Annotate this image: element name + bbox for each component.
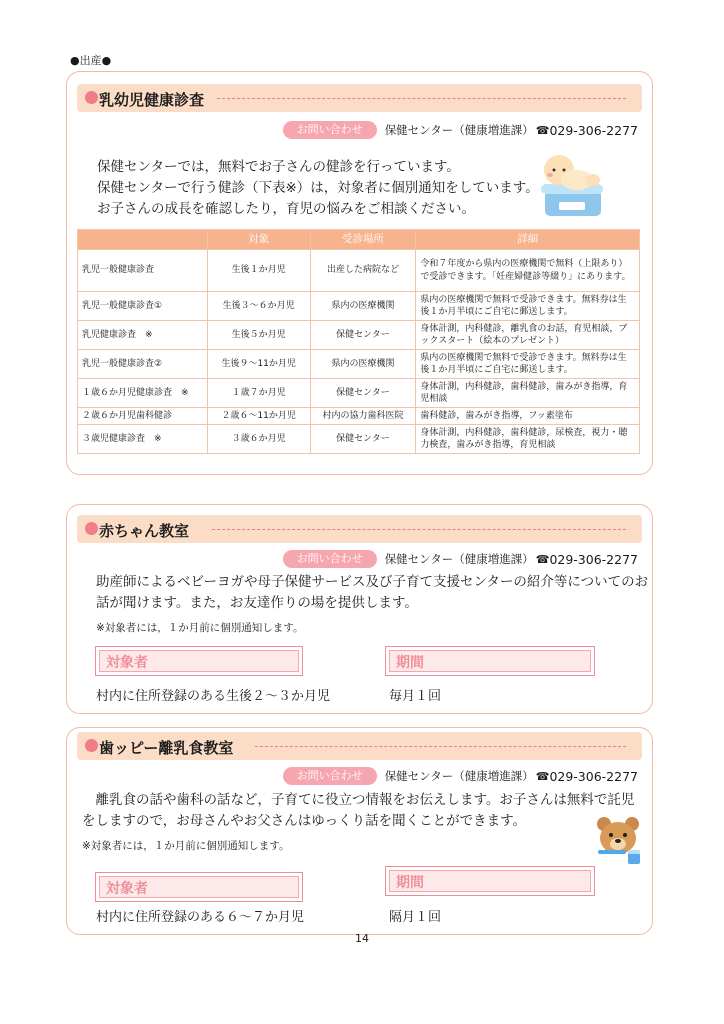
table-cell-target: 生後３〜６か月児 bbox=[207, 292, 310, 321]
body-line: 保健センターでは，無料でお子さんの健診を行っています。 bbox=[97, 159, 460, 175]
baby-class-title: 赤ちゃん教室 bbox=[99, 522, 190, 540]
period-value: 毎月１回 bbox=[389, 689, 442, 704]
weaning-class-inquiry bbox=[283, 766, 638, 786]
title-divider bbox=[212, 529, 626, 530]
bullet-dot-icon bbox=[85, 91, 98, 104]
inquiry-phone: 029-306-2277 bbox=[549, 122, 638, 138]
checkup-inquiry bbox=[283, 120, 638, 140]
baby-class-card bbox=[66, 504, 653, 714]
table-cell-detail: 令和７年度から県内の医療機関で無料（上限あり）で受診できます。「妊産婦健診等綴り」にあります。 bbox=[416, 250, 640, 292]
table-cell-name: 乳児一般健康診査② bbox=[78, 350, 208, 379]
table-cell-target: ２歳６〜11か月児 bbox=[207, 408, 310, 425]
table-row bbox=[78, 292, 640, 321]
table-cell-name: 乳児一般健康診査 bbox=[78, 250, 208, 292]
table-cell-detail: 身体計測，内科健診，歯科健診，尿検査，視力・聴力検査，歯みがき指導，育児相談 bbox=[416, 425, 640, 454]
table-cell-name: 乳児健康診査 ※ bbox=[78, 321, 208, 350]
inquiry-org: 保健センター（健康増進課） bbox=[384, 552, 534, 566]
inquiry-org: 保健センター（健康増進課） bbox=[384, 769, 534, 783]
baby-class-inquiry bbox=[283, 549, 638, 569]
table-cell-name: ３歳児健康診査 ※ bbox=[78, 425, 208, 454]
baby-class-body bbox=[96, 572, 648, 614]
table-cell-place: 村内の協力歯科医院 bbox=[310, 408, 416, 425]
table-cell-detail: 歯科健診，歯みがき指導，フッ素塗布 bbox=[416, 408, 640, 425]
period-label-box bbox=[385, 866, 595, 896]
target-label: 対象者 bbox=[106, 881, 148, 897]
phone-icon: ☎ bbox=[535, 769, 550, 783]
table-cell-place: 出産した病院など bbox=[310, 250, 416, 292]
weaning-class-note: ※対象者には，１か月前に個別通知します。 bbox=[82, 840, 290, 852]
table-cell-name: ２歳６か月児歯科健診 bbox=[78, 408, 208, 425]
section-header-label: ●出産● bbox=[70, 54, 112, 67]
table-cell-detail: 身体計測，内科健診，歯科健診，歯みがき指導，育児相談 bbox=[416, 379, 640, 408]
inquiry-badge: お問い合わせ bbox=[283, 550, 377, 568]
table-cell-target: 生後５か月児 bbox=[207, 321, 310, 350]
table-row bbox=[78, 250, 640, 292]
period-label-box bbox=[385, 646, 595, 676]
inquiry-badge: お問い合わせ bbox=[283, 121, 377, 139]
table-cell-detail: 県内の医療機関で無料で受診できます。無料券は生後１か月半頃にご自宅に郵送します。 bbox=[416, 350, 640, 379]
table-cell-detail: 県内の医療機関で無料で受診できます。無料券は生後１か月半頃にご自宅に郵送します。 bbox=[416, 292, 640, 321]
baby-on-scale-illustration bbox=[537, 150, 605, 220]
bear-brushing-teeth-illustration bbox=[594, 814, 644, 866]
period-label: 期間 bbox=[396, 875, 424, 891]
table-cell-place: 保健センター bbox=[310, 379, 416, 408]
phone-icon: ☎ bbox=[535, 552, 550, 566]
phone-icon: ☎ bbox=[535, 123, 550, 137]
table-cell-place: 保健センター bbox=[310, 425, 416, 454]
target-value: 村内に住所登録のある６〜７か月児 bbox=[96, 910, 305, 925]
body-line: 話が聞けます。また，お友達作りの場を提供します。 bbox=[96, 595, 418, 611]
inquiry-phone: 029-306-2277 bbox=[549, 551, 638, 567]
weaning-class-title-bar bbox=[77, 732, 642, 760]
checkup-title-bar bbox=[77, 84, 642, 112]
table-cell-target: １歳７か月児 bbox=[207, 379, 310, 408]
table-header-row bbox=[78, 230, 640, 250]
target-label: 対象者 bbox=[106, 655, 148, 671]
checkup-table bbox=[77, 229, 640, 454]
target-value: 村内に住所登録のある生後２〜３か月児 bbox=[96, 689, 331, 704]
inquiry-phone: 029-306-2277 bbox=[549, 768, 638, 784]
target-label-box bbox=[95, 646, 303, 676]
table-cell-detail: 身体計測，内科健診，離乳食のお話，育児相談，ブックスタート（絵本のプレゼント） bbox=[416, 321, 640, 350]
weaning-class-title: 歯ッピー離乳食教室 bbox=[99, 739, 234, 757]
period-value: 隔月１回 bbox=[389, 910, 442, 925]
table-cell-name: １歳６か月児健康診査 ※ bbox=[78, 379, 208, 408]
baby-class-note: ※対象者には，１か月前に個別通知します。 bbox=[96, 622, 304, 634]
body-line: 助産師によるベビーヨガや母子保健サービス及び子育て支援センターの紹介等についてのお bbox=[96, 574, 649, 590]
checkup-card bbox=[66, 71, 653, 475]
table-row bbox=[78, 321, 640, 350]
checkup-title: 乳幼児健康診査 bbox=[99, 91, 205, 109]
table-row bbox=[78, 408, 640, 425]
table-row bbox=[78, 379, 640, 408]
table-header: 対象 bbox=[207, 230, 310, 250]
table-row bbox=[78, 350, 640, 379]
page-number: 14 bbox=[355, 932, 369, 945]
period-label: 期間 bbox=[396, 655, 424, 671]
table-cell-place: 県内の医療機関 bbox=[310, 292, 416, 321]
bullet-dot-icon bbox=[85, 739, 98, 752]
title-divider bbox=[217, 98, 626, 99]
body-line: 離乳食の話や歯科の話など，子育てに役立つ情報をお伝えします。お子さんは無料で託児 bbox=[82, 792, 635, 808]
table-header: 詳細 bbox=[416, 230, 640, 250]
bullet-dot-icon bbox=[85, 522, 98, 535]
baby-class-title-bar bbox=[77, 515, 642, 543]
body-line: をしますので，お母さんやお父さんはゆっくり話を聞くことができます。 bbox=[82, 813, 527, 829]
table-header: 受診場所 bbox=[310, 230, 416, 250]
body-line: 保健センターで行う健診（下表※）は，対象者に個別通知をしています。 bbox=[97, 180, 539, 196]
table-cell-place: 県内の医療機関 bbox=[310, 350, 416, 379]
table-cell-place: 保健センター bbox=[310, 321, 416, 350]
checkup-body bbox=[97, 157, 539, 220]
table-header bbox=[78, 230, 208, 250]
weaning-class-card bbox=[66, 727, 653, 935]
weaning-class-body bbox=[82, 790, 634, 832]
body-line: お子さんの成長を確認したり，育児の悩みをご相談ください。 bbox=[97, 201, 475, 217]
target-label-box bbox=[95, 872, 303, 902]
table-row bbox=[78, 425, 640, 454]
inquiry-badge: お問い合わせ bbox=[283, 767, 377, 785]
table-cell-name: 乳児一般健康診査① bbox=[78, 292, 208, 321]
table-cell-target: 生後１か月児 bbox=[207, 250, 310, 292]
title-divider bbox=[255, 746, 626, 747]
inquiry-org: 保健センター（健康増進課） bbox=[384, 123, 534, 137]
table-cell-target: 生後９〜11か月児 bbox=[207, 350, 310, 379]
table-cell-target: ３歳６か月児 bbox=[207, 425, 310, 454]
